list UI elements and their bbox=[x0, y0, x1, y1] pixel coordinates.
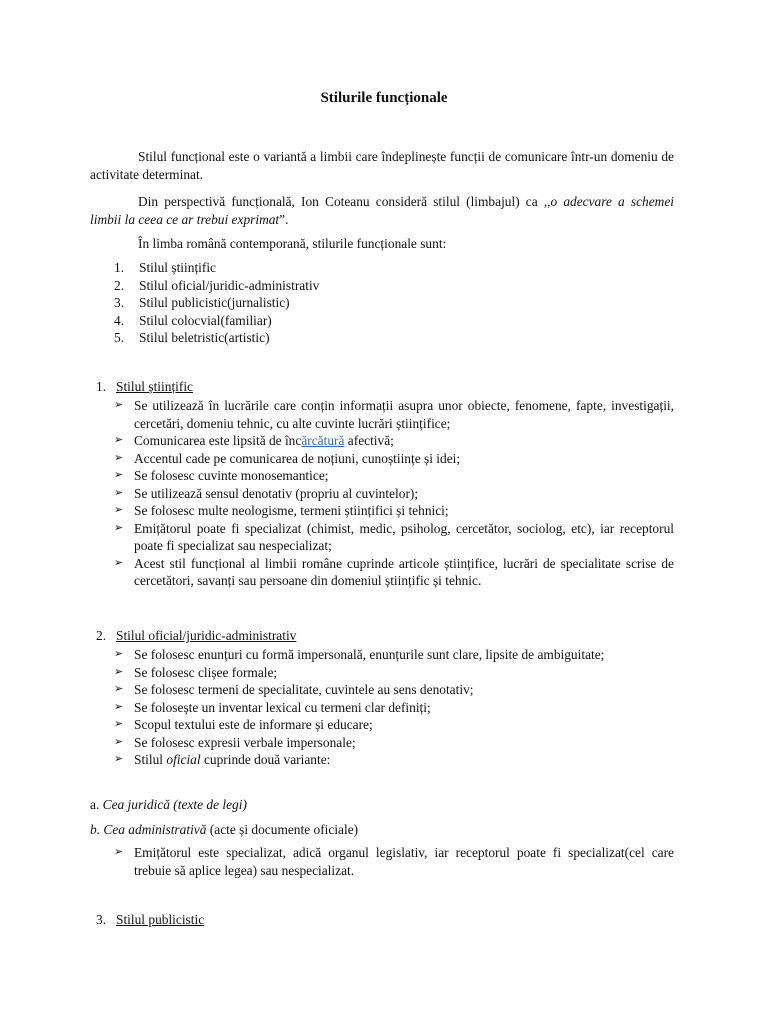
list-item: 1. Stilul științific bbox=[114, 260, 217, 275]
variant-a: a. Cea juridică (texte de legi) bbox=[90, 797, 247, 812]
arrow-bullet-icon: ➢ bbox=[114, 753, 124, 765]
list-item: ➢ Emițătorul este specializat, adică organul legislativ, iar receptorul poate fi specializat(cel care trebuie să aplice legea) sau nespecializat. bbox=[114, 845, 674, 878]
list-item: 3. Stilul publicistic(jurnalistic) bbox=[114, 295, 290, 311]
arrow-bullet-icon: ➢ bbox=[114, 846, 124, 858]
arrow-bullet-icon: ➢ bbox=[114, 469, 124, 481]
list-item: ➢ Se folosesc termeni de specialitate, cuvintele au sens denotativ; bbox=[114, 682, 474, 697]
arrow-bullet-icon: ➢ bbox=[114, 486, 124, 499]
arrow-bullet-icon: ➢ bbox=[114, 700, 124, 713]
arrow-bullet-icon: ➢ bbox=[114, 504, 124, 516]
styles-list bbox=[114, 259, 319, 347]
list-item: ➢ Stilul oficial cuprinde două variante: bbox=[114, 752, 331, 767]
intro-paragraph-2: Din perspectivă funcțională, Ion Coteanu consideră stilul (limbajul) ca ,,o adecvare a schemei limbii la ceea ce ar trebui exprimat”. bbox=[90, 194, 674, 227]
arrow-bullet-icon: ➢ bbox=[114, 735, 124, 748]
list-item: ➢ Se folosesc multe neologisme, termeni științifici și tehnici; bbox=[114, 503, 449, 518]
list-item: ➢ Se folosesc clișee formale; bbox=[114, 664, 278, 680]
arrow-bullet-icon: ➢ bbox=[114, 683, 124, 695]
list-item: 4. Stilul colocvial(familiar) bbox=[114, 312, 272, 328]
page-title: Stilurile funcționale bbox=[320, 90, 448, 106]
section2-bullets bbox=[114, 646, 674, 769]
arrow-bullet-icon: ➢ bbox=[114, 434, 124, 446]
arrow-bullet-icon: ➢ bbox=[114, 665, 124, 678]
arrow-bullet-icon: ➢ bbox=[114, 399, 124, 411]
list-item: ➢ Comunicarea este lipsită de încărcătură afectivă; bbox=[114, 433, 394, 448]
section1-bullets bbox=[114, 397, 674, 590]
arrow-bullet-icon: ➢ bbox=[114, 451, 124, 464]
list-item: 5. Stilul beletristic(artistic) bbox=[114, 330, 270, 346]
arrow-bullet-icon: ➢ bbox=[114, 521, 124, 534]
list-item: ➢ Scopul textului este de informare și educare; bbox=[114, 717, 373, 732]
arrow-bullet-icon: ➢ bbox=[114, 718, 124, 730]
arrow-bullet-icon: ➢ bbox=[114, 648, 124, 660]
list-item: ➢ Acest stil funcțional al limbii române cuprinde articole științifice, lucrări de specialitate scrise de cercetători, savanți sau persoane din domeniul științific și tehnic. bbox=[114, 555, 674, 588]
list-item: ➢ Se folosește un inventar lexical cu termeni clar definiți; bbox=[114, 699, 431, 715]
list-item: ➢ Accentul cade pe comunicarea de noțiuni, cunoștiințe și idei; bbox=[114, 450, 461, 466]
section-heading-oficial: 2. Stilul oficial/juridic-administrativ bbox=[96, 628, 297, 643]
hyperlink-incarcatura[interactable]: ărcătură bbox=[301, 433, 345, 448]
intro-paragraph-1: Stilul funcțional este o variantă a limbii care îndeplinește funcții de comunicare într-un domeniu de activitate determinat. bbox=[90, 149, 674, 182]
intro-paragraph-3: În limba română contemporană, stilurile funcționale sunt: bbox=[138, 236, 447, 251]
coteanu-quote: o adecvare a schemei limbii la ceea ce ar trebui exprimat bbox=[90, 194, 674, 227]
list-item: ➢ Emițătorul poate fi specializat (chimist, medic, psiholog, cercetător, sociolog, etc), iar receptorul poate fi specializat sau nespecializat; bbox=[114, 520, 674, 553]
section2-bullets-after bbox=[114, 844, 674, 879]
list-item: 2. Stilul oficial/juridic-administrativ bbox=[114, 277, 320, 293]
variant-b: b. Cea administrativă (acte și documente oficiale) bbox=[90, 822, 359, 837]
list-item: ➢ Se folosesc cuvinte monosemantice; bbox=[114, 468, 329, 483]
list-item: ➢ Se utilizează sensul denotativ (propriu al cuvintelor); bbox=[114, 485, 419, 501]
section-heading-stiintific: 1. Stilul științific bbox=[96, 379, 194, 394]
section-heading-publicistic: 3. Stilul publicistic bbox=[96, 912, 205, 927]
arrow-bullet-icon: ➢ bbox=[114, 556, 124, 569]
list-item: ➢ Se utilizează în lucrările care conțin informații asupra unor obiecte, fenomene, fapte, investigații, cercetări, domeniu tehnic, cu alte cuvinte lucrări științifice; bbox=[114, 398, 674, 431]
list-item: ➢ Se folosesc expresii verbale impersonale; bbox=[114, 734, 356, 750]
list-item: ➢ Se folosesc enunțuri cu formă impersonală, enunțurile sunt clare, lipsite de ambiguitate; bbox=[114, 647, 605, 662]
